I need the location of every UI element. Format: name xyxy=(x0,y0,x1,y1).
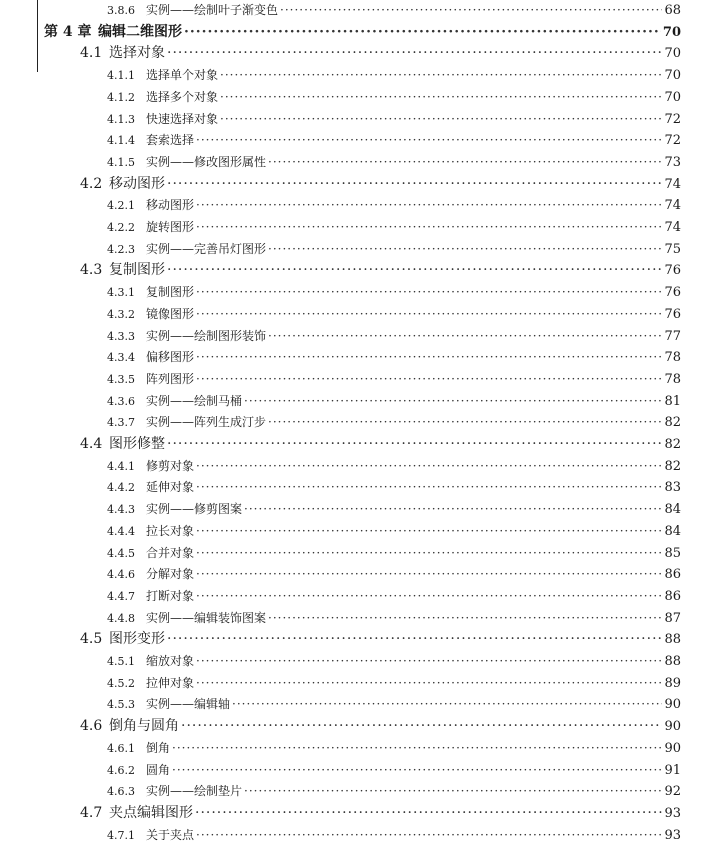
toc-entry-page-number: 70 xyxy=(664,68,681,84)
toc-entry-number: 4.6.2 xyxy=(107,763,135,777)
dot-leader xyxy=(268,152,662,174)
toc-entry-sub xyxy=(0,87,701,109)
dot-leader xyxy=(167,43,662,65)
dot-leader xyxy=(268,239,662,261)
dot-leader xyxy=(196,825,662,847)
toc-entry-page-number: 92 xyxy=(664,784,681,800)
dot-leader xyxy=(196,564,662,586)
toc-entry-page-number: 76 xyxy=(664,263,681,279)
dot-leader xyxy=(196,217,662,239)
toc-entry-sub xyxy=(0,477,701,499)
toc-entry-title: 实例——编辑轴 xyxy=(146,697,231,712)
dot-leader xyxy=(196,543,662,565)
toc-entry-number: 4.4.8 xyxy=(107,611,135,625)
toc-entry-sub xyxy=(0,456,701,478)
dot-leader xyxy=(196,477,662,499)
toc-entry-sub xyxy=(0,521,701,543)
dot-leader xyxy=(244,391,662,413)
toc-entry-number: 3.8.6 xyxy=(107,4,135,17)
dot-leader xyxy=(196,304,662,326)
toc-entry-sub xyxy=(0,673,701,695)
toc-entry-title: 选择对象 xyxy=(109,45,165,62)
dot-leader xyxy=(232,694,662,716)
toc-entry-page-number: 81 xyxy=(664,393,681,409)
dot-leader xyxy=(220,109,662,131)
toc-entry-number: 4.5.1 xyxy=(107,655,135,668)
toc-entry-title: 合并对象 xyxy=(146,545,195,560)
toc-entry-number: 4.5 xyxy=(80,631,103,648)
dot-leader xyxy=(280,0,662,22)
toc-entry-page-number: 68 xyxy=(664,3,681,18)
toc-entry-sub xyxy=(0,347,701,369)
toc-entry-page-number: 86 xyxy=(664,588,681,604)
toc-entry-page-number: 91 xyxy=(664,762,681,778)
dot-leader xyxy=(268,326,662,348)
toc-entry-sub xyxy=(0,0,701,22)
toc-entry-page-number: 78 xyxy=(664,350,681,366)
dot-leader xyxy=(220,87,662,109)
toc-entry-sub xyxy=(0,412,701,434)
toc-entry-title: 实例——绘制叶子渐变色 xyxy=(146,3,279,17)
toc-entry-page-number: 93 xyxy=(664,827,681,843)
dot-leader xyxy=(196,130,662,152)
dot-leader xyxy=(196,673,662,695)
toc-entry-title: 复制图形 xyxy=(109,262,165,279)
toc-entry-sub xyxy=(0,130,701,152)
toc-entry-title: 移动图形 xyxy=(146,198,195,213)
toc-entry-sub xyxy=(0,564,701,586)
dot-leader xyxy=(172,738,662,760)
toc-entry-title: 分解对象 xyxy=(146,567,195,582)
toc-entry-title: 拉长对象 xyxy=(146,523,195,538)
toc-entry-number: 4.4.1 xyxy=(107,459,135,473)
toc-entry-title: 实例——完善吊灯图形 xyxy=(146,241,267,256)
toc-entry-sub xyxy=(0,651,701,673)
toc-entry-page-number: 84 xyxy=(664,502,681,518)
dot-leader xyxy=(195,803,662,825)
toc-entry-title: 旋转图形 xyxy=(146,220,195,234)
toc-entry-title: 图形变形 xyxy=(109,631,165,648)
dot-leader xyxy=(167,434,662,456)
toc-entry-page-number: 87 xyxy=(664,610,681,626)
toc-entry-sub xyxy=(0,825,701,847)
toc-entry-page-number: 78 xyxy=(664,371,681,387)
toc-entry-number: 4.3.3 xyxy=(107,329,135,343)
toc-entry-section xyxy=(0,434,701,456)
toc-entry-title: 图形修整 xyxy=(109,436,165,452)
toc-entry-page-number: 88 xyxy=(664,632,681,648)
toc-entry-title: 打断对象 xyxy=(146,588,195,603)
toc-entry-section xyxy=(0,629,701,651)
toc-entry-number: 4.3.5 xyxy=(107,372,135,386)
toc-entry-title: 实例——绘制图形装饰 xyxy=(146,328,267,343)
toc-entry-page-number: 77 xyxy=(664,328,681,344)
toc-entry-sub xyxy=(0,65,701,87)
dot-leader xyxy=(220,65,662,87)
toc-entry-title: 倒角 xyxy=(146,740,171,755)
toc-entry-page-number: 84 xyxy=(664,523,681,539)
dot-leader xyxy=(244,781,662,803)
toc-entry-number: 4.4.5 xyxy=(107,546,135,560)
toc-entry-number: 4.1.5 xyxy=(107,155,135,169)
toc-entry-page-number: 75 xyxy=(664,241,681,257)
dot-leader xyxy=(184,22,661,44)
toc-entry-page-number: 90 xyxy=(664,719,681,735)
toc-entry-number: 第 4 章 xyxy=(44,23,92,40)
toc-entry-number: 4.1.4 xyxy=(107,134,135,148)
toc-entry-sub xyxy=(0,738,701,760)
toc-entry-sub xyxy=(0,608,701,630)
toc-entry-number: 4.4.3 xyxy=(107,503,135,517)
toc-entry-number: 4.4 xyxy=(80,436,103,452)
toc-entry-number: 4.5.3 xyxy=(107,698,135,712)
toc-entry-title: 夹点编辑图形 xyxy=(109,804,193,821)
toc-entry-number: 4.4.2 xyxy=(107,481,135,495)
toc-entry-page-number: 83 xyxy=(664,480,681,496)
toc-entry-page-number: 70 xyxy=(664,89,681,105)
toc-entry-page-number: 90 xyxy=(664,697,681,713)
toc-entry-title: 编辑二维图形 xyxy=(98,23,182,40)
toc-entry-section xyxy=(0,716,701,738)
toc-entry-title: 延伸对象 xyxy=(146,480,195,495)
toc-entry-page-number: 72 xyxy=(664,133,681,149)
dot-leader xyxy=(196,369,662,391)
toc-entry-number: 4.6.3 xyxy=(107,785,135,799)
toc-entry-title: 实例——修剪图案 xyxy=(146,502,243,517)
toc-entry-page-number: 76 xyxy=(664,285,681,301)
toc-entry-page-number: 89 xyxy=(664,675,681,691)
toc-entry-number: 4.2.2 xyxy=(107,221,135,234)
toc-entry-page-number: 74 xyxy=(664,220,681,235)
toc-entry-sub xyxy=(0,304,701,326)
toc-entry-chapter xyxy=(0,22,701,44)
toc-entry-page-number: 76 xyxy=(664,306,681,322)
toc-entry-title: 镜像图形 xyxy=(146,306,195,321)
toc-entry-title: 选择单个对象 xyxy=(146,68,219,83)
dot-leader xyxy=(196,456,662,478)
dot-leader xyxy=(181,716,662,738)
dot-leader xyxy=(196,651,662,673)
toc-entry-sub xyxy=(0,239,701,261)
toc-entry-page-number: 82 xyxy=(664,437,681,452)
toc-entry-section xyxy=(0,260,701,282)
toc-entry-number: 4.6 xyxy=(80,718,103,735)
dot-leader xyxy=(196,195,662,217)
toc-entry-title: 选择多个对象 xyxy=(146,89,219,104)
toc-entry-title: 移动图形 xyxy=(109,175,165,192)
toc-entry-sub xyxy=(0,781,701,803)
toc-entry-number: 4.3.2 xyxy=(107,307,135,321)
toc-entry-number: 4.3.4 xyxy=(107,351,135,365)
toc-entry-page-number: 73 xyxy=(664,154,681,170)
toc-entry-number: 4.5.2 xyxy=(107,676,135,690)
toc-entry-sub xyxy=(0,152,701,174)
dot-leader xyxy=(167,260,662,282)
dot-leader xyxy=(172,760,662,782)
toc-entry-sub xyxy=(0,326,701,348)
toc-entry-section xyxy=(0,174,701,196)
toc-entry-sub xyxy=(0,391,701,413)
dot-leader xyxy=(167,174,662,196)
toc-entry-page-number: 85 xyxy=(664,545,681,561)
toc-entry-page-number: 72 xyxy=(664,111,681,127)
dot-leader xyxy=(196,347,662,369)
toc-entry-number: 4.3.6 xyxy=(107,394,135,408)
toc-entry-title: 实例——绘制垫片 xyxy=(146,784,243,799)
toc-entry-number: 4.4.4 xyxy=(107,524,135,538)
toc-entry-number: 4.2 xyxy=(80,175,103,192)
toc-entry-title: 实例——阵列生成汀步 xyxy=(146,415,267,430)
toc-entry-title: 偏移图形 xyxy=(146,350,195,365)
toc-entry-title: 倒角与圆角 xyxy=(109,718,179,735)
toc-entry-sub xyxy=(0,217,701,239)
toc-entry-number: 4.1.2 xyxy=(107,90,135,104)
toc-entry-sub xyxy=(0,369,701,391)
dot-leader xyxy=(196,282,662,304)
toc-entry-number: 4.1.3 xyxy=(107,112,135,126)
toc-entry-sub xyxy=(0,109,701,131)
dot-leader xyxy=(196,586,662,608)
toc-entry-page-number: 93 xyxy=(664,805,681,821)
toc-entry-number: 4.4.7 xyxy=(107,589,135,603)
toc-entry-title: 阵列图形 xyxy=(146,371,195,386)
toc-entry-sub xyxy=(0,543,701,565)
toc-entry-title: 复制图形 xyxy=(146,285,195,300)
toc-entry-title: 缩放对象 xyxy=(146,654,195,668)
toc-entry-section xyxy=(0,803,701,825)
dot-leader xyxy=(244,499,662,521)
toc-entry-number: 4.7 xyxy=(80,804,103,821)
toc-entry-page-number: 74 xyxy=(664,198,681,214)
toc-entry-number: 4.6.1 xyxy=(107,741,135,755)
toc-entry-page-number: 70 xyxy=(662,24,681,40)
toc-entry-number: 4.3.1 xyxy=(107,286,135,300)
toc-entry-title: 实例——绘制马桶 xyxy=(146,393,243,408)
toc-entry-number: 4.3.7 xyxy=(107,416,135,430)
toc-entry-page-number: 82 xyxy=(664,415,681,431)
dot-leader xyxy=(196,521,662,543)
toc-entry-title: 实例——修改图形属性 xyxy=(146,154,267,169)
toc-entry-title: 实例——编辑装饰图案 xyxy=(146,610,267,625)
toc-entry-number: 4.4.6 xyxy=(107,568,135,582)
toc-entry-title: 快速选择对象 xyxy=(146,111,219,126)
toc-entry-title: 套索选择 xyxy=(146,133,195,148)
toc-entry-sub xyxy=(0,499,701,521)
toc-entry-sub xyxy=(0,694,701,716)
toc-entry-page-number: 70 xyxy=(664,46,681,62)
dot-leader xyxy=(167,629,662,651)
dot-leader xyxy=(268,608,662,630)
toc-entry-sub xyxy=(0,586,701,608)
toc-entry-title: 拉伸对象 xyxy=(146,675,195,690)
toc-entry-number: 4.1.1 xyxy=(107,69,135,83)
toc-entry-page-number: 74 xyxy=(664,176,681,192)
toc-entry-number: 4.7.1 xyxy=(107,828,135,842)
dot-leader xyxy=(268,412,662,434)
toc-entry-title: 修剪对象 xyxy=(146,458,195,473)
toc-entry-number: 4.2.3 xyxy=(107,242,135,256)
toc-entry-sub xyxy=(0,760,701,782)
toc-entry-number: 4.1 xyxy=(80,45,103,62)
toc-entry-number: 4.3 xyxy=(80,262,103,279)
toc-entry-section xyxy=(0,43,701,65)
toc-entry-title: 圆角 xyxy=(146,762,171,777)
toc-entry-page-number: 90 xyxy=(664,740,681,756)
toc-entry-page-number: 86 xyxy=(664,567,681,583)
toc-entry-number: 4.2.1 xyxy=(107,199,135,213)
toc-entry-page-number: 82 xyxy=(664,458,681,474)
toc-entry-sub xyxy=(0,282,701,304)
toc-entry-page-number: 88 xyxy=(664,654,681,669)
toc-entry-sub xyxy=(0,195,701,217)
toc-entry-title: 关于夹点 xyxy=(146,827,195,842)
